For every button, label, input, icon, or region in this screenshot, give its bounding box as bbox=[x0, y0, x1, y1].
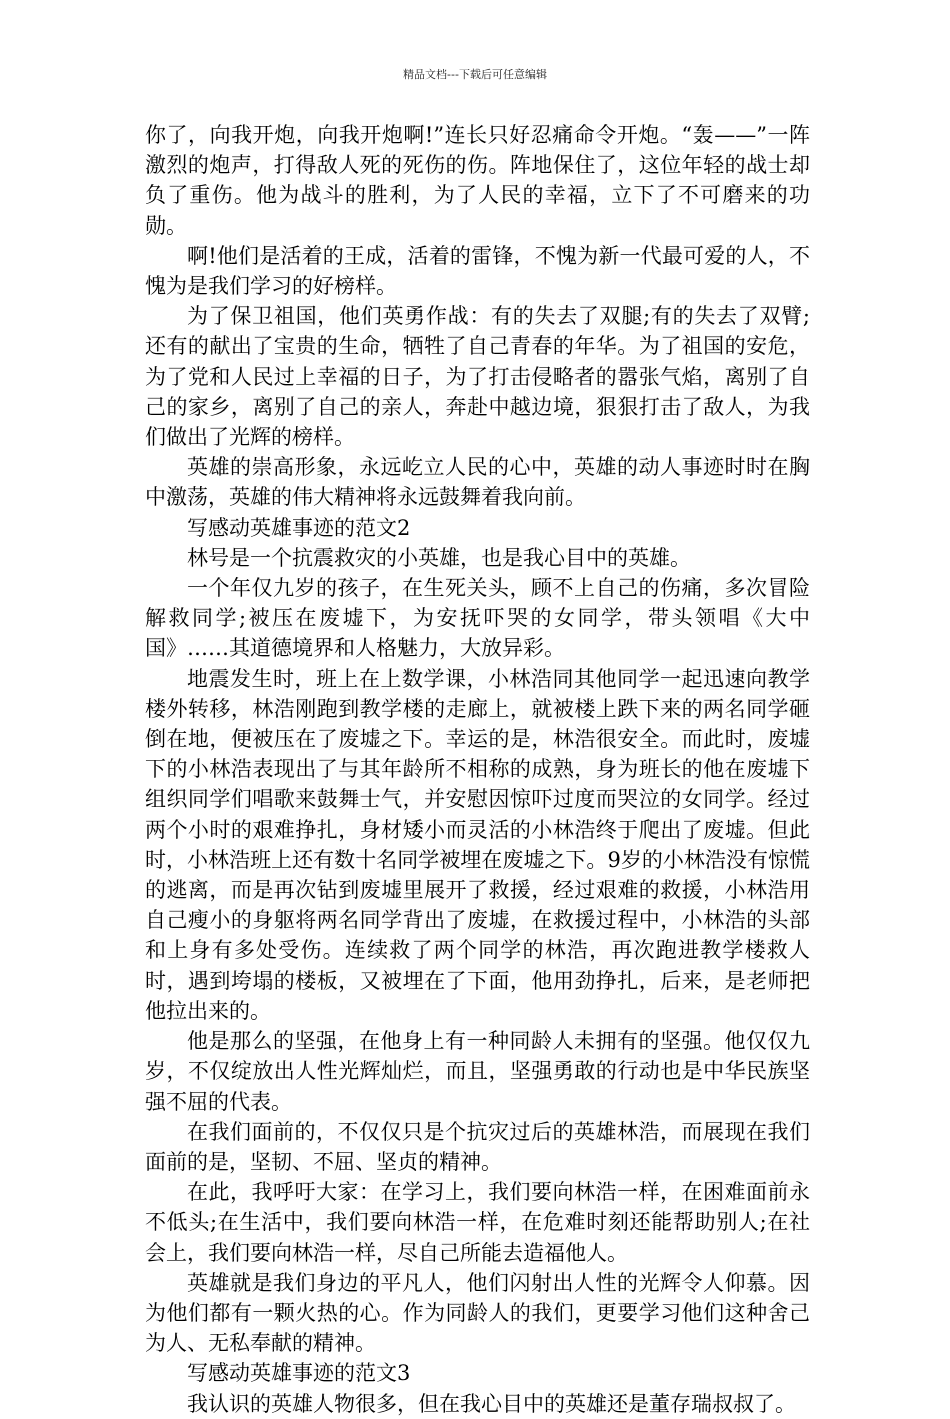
paragraph: 英雄的崇高形象，永远屹立人民的心中，英雄的动人事迹时时在胸中激荡，英雄的伟大精神将永远鼓舞着我向前。 bbox=[145, 455, 810, 510]
paragraph: 在此，我呼吁大家：在学习上，我们要向林浩一样，在困难面前永不低头;在生活中，我们要向林浩一样，在危难时刻还能帮助别人;在社会上，我们要向林浩一样，尽自己所能去造福他人。 bbox=[145, 1180, 810, 1265]
paragraph: 英雄就是我们身边的平凡人，他们闪射出人性的光辉令人仰慕。因为他们都有一颗火热的心。作为同龄人的我们，更要学习他们这种舍己为人、无私奉献的精神。 bbox=[145, 1270, 810, 1356]
paragraph: 啊!他们是活着的王成，活着的雷锋，不愧为新一代最可爱的人，不愧为是我们学习的好榜样。 bbox=[145, 243, 810, 299]
paragraph: 他是那么的坚强，在他身上有一种同龄人未拥有的坚强。他仅仅九岁，不仅绽放出人性光辉灿烂，而且，坚强勇敢的行动也是中华民族坚强不屈的代表。 bbox=[145, 1029, 810, 1114]
section-heading: 写感动英雄事迹的范文3 bbox=[187, 1361, 411, 1386]
section-heading: 写感动英雄事迹的范文2 bbox=[187, 515, 411, 540]
page-header: 精品文档---下载后可任意编辑 bbox=[403, 68, 547, 81]
document-body bbox=[145, 120, 810, 1419]
paragraph: 我认识的英雄人物很多，但在我心目中的英雄还是董存瑞叔叔了。 bbox=[187, 1391, 796, 1416]
paragraph: 一个年仅九岁的孩子，在生死关头，顾不上自己的伤痛，多次冒险解救同学;被压在废墟下，为安抚吓哭的女同学，带头领唱《大中国》……其道德境界和人格魅力，大放异彩。 bbox=[145, 576, 810, 661]
paragraph: 在我们面前的，不仅仅只是个抗灾过后的英雄林浩，而展现在我们面前的是，坚韧、不屈、坚贞的精神。 bbox=[145, 1119, 810, 1174]
paragraph: 为了保卫祖国，他们英勇作战：有的失去了双腿;有的失去了双臂;还有的献出了宝贵的生命，牺牲了自己青春的年华。为了祖国的安危，为了党和人民过上幸福的日子，为了打击侵略者的嚣张气焰，离别了自己的家乡，离别了自己的亲人，奔赴中越边境，狠狠打击了敌人，为我们做出了光辉的榜样。 bbox=[145, 304, 810, 450]
paragraph: 林号是一个抗震救灾的小英雄，也是我心目中的英雄。 bbox=[187, 545, 691, 570]
paragraph: 你了，向我开炮，向我开炮啊!”连长只好忍痛命令开炮。“轰——”一阵激烈的炮声，打得敌人死的死伤的伤。阵地保住了，这位年轻的战士却负了重伤。他为战斗的胜利，为了人民的幸福，立下了不可磨来的功勋。 bbox=[145, 123, 810, 238]
paragraph: 地震发生时，班上在上数学课，小林浩同其他同学一起迅速向教学楼外转移，林浩刚跑到教学楼的走廊上，就被楼上跌下来的两名同学砸倒在地，便被压在了废墟之下。幸运的是，林浩很安全。而此时，废墟下的小林浩表现出了与其年龄所不相称的成熟，身为班长的他在废墟下组织同学们唱歌来鼓舞士气，并安慰因惊吓过度而哭泣的女同学。经过两个小时的艰难挣扎，身材矮小而灵活的小林浩终于爬出了废墟。但此时，小林浩班上还有数十名同学被埋在废墟之下。9岁的小林浩没有惊慌的逃离，而是再次钻到废墟里展开了救援，经过艰难的救援，小林浩用自己瘦小的身躯将两名同学背出了废墟，在救援过程中，小林浩的头部和上身有多处受伤。连续救了两个同学的林浩，再次跑进教学楼救人时，遇到垮塌的楼板，又被埋在了下面，他用劲挣扎，后来，是老师把他拉出来的。 bbox=[145, 666, 810, 1023]
